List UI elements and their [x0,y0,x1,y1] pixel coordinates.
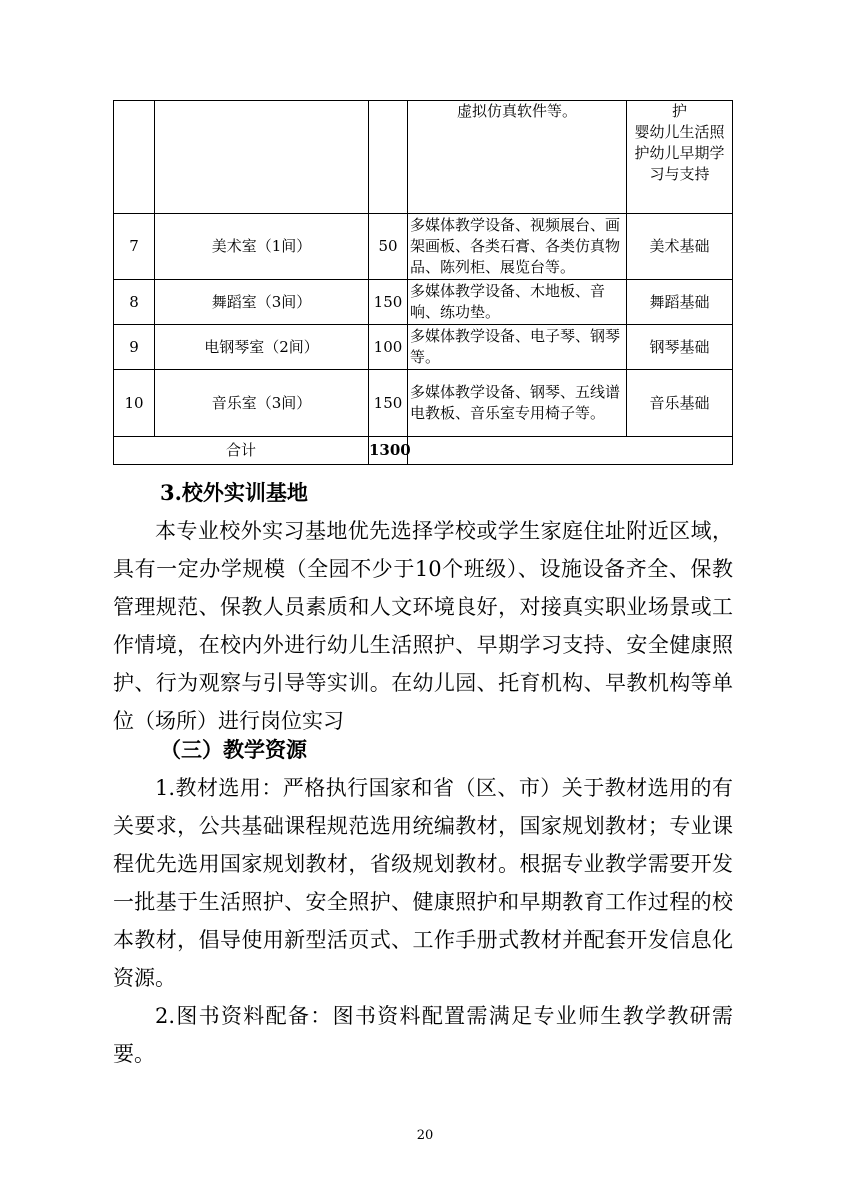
total-label: 合计 [114,437,369,465]
cell-count: 100 [369,325,408,370]
table-row [114,101,733,214]
cell-course: 音乐基础 [627,370,733,437]
course-line: 婴幼儿生活照 [634,123,725,141]
total-count: 1300 [369,437,408,465]
cell-no: 7 [114,214,155,280]
resources-body [113,769,733,1073]
cell-no: 8 [114,280,155,325]
cell-room: 电钢琴室（2间） [155,325,369,370]
table-row [114,370,733,437]
section-heading-resources: （三）教学资源 [160,737,307,762]
cell-equipment: 虚拟仿真软件等。 [408,101,627,214]
cell-room [155,101,369,214]
cell-equipment: 多媒体教学设备、木地板、音响、练功垫。 [408,280,627,325]
cell-course: 钢琴基础 [627,325,733,370]
cell-room: 美术室（1间） [155,214,369,280]
cell-course [627,101,733,214]
offcampus-body [113,512,733,740]
cell-count [369,101,408,214]
paragraph-textbooks: 1.教材选用：严格执行国家和省（区、市）关于教材选用的有关要求，公共基础课程规范选用统编教材，国家规划教材；专业课程优先选用国家规划教材，省级规划教材。根据专业教学需要开发一批基于生活照护、安全照护、健康照护和早期教育工作过程的校本教材，倡导使用新型活页式、工作手册式教材并配套开发信息化资源。 [113,776,733,990]
course-line: 护幼儿早期学 [634,144,725,162]
cell-room: 音乐室（3间） [155,370,369,437]
cell-room: 舞蹈室（3间） [155,280,369,325]
cell-no: 10 [114,370,155,437]
table-row [114,325,733,370]
cell-count: 50 [369,214,408,280]
total-row [114,437,733,465]
total-empty [408,437,733,465]
cell-count: 150 [369,280,408,325]
table-row [114,214,733,280]
cell-course: 舞蹈基础 [627,280,733,325]
paragraph-library: 2.图书资料配备：图书资料配置需满足专业师生教学教研需要。 [113,1004,733,1066]
page-number: 20 [416,1128,434,1143]
section-heading-offcampus: 3.校外实训基地 [160,480,308,505]
course-line: 习与支持 [649,165,710,183]
cell-equipment: 多媒体教学设备、钢琴、五线谱电教板、音乐室专用椅子等。 [408,370,627,437]
cell-count: 150 [369,370,408,437]
table-row [114,280,733,325]
cell-no [114,101,155,214]
cell-no: 9 [114,325,155,370]
facilities-table [113,100,733,465]
cell-equipment: 多媒体教学设备、视频展台、画架画板、各类石膏、各类仿真物品、陈列柜、展览台等。 [408,214,627,280]
cell-course: 美术基础 [627,214,733,280]
cell-equipment: 多媒体教学设备、电子琴、钢琴等。 [408,325,627,370]
course-line: 护 [671,102,687,120]
paragraph: 本专业校外实习基地优先选择学校或学生家庭住址附近区域，具有一定办学规模（全园不少于10个班级）、设施设备齐全、保教管理规范、保教人员素质和人文环境良好，对接真实职业场景或工作情境，在校内外进行幼儿生活照护、早期学习支持、安全健康照护、行为观察与引导等实训。在幼儿园、托育机构、早教机构等单位（场所）进行岗位实习 [113,519,733,733]
